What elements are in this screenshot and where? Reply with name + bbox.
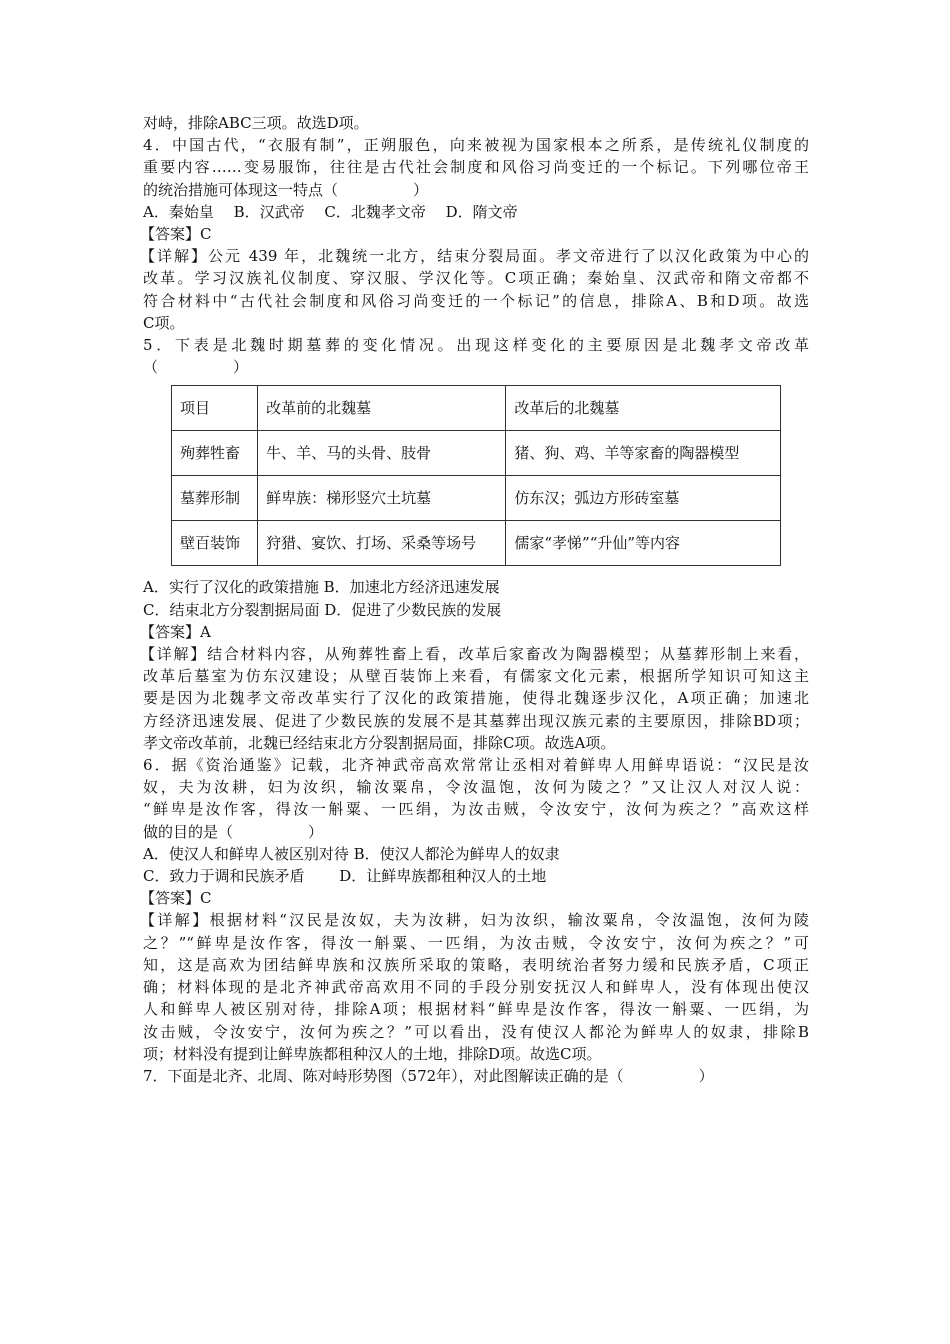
answer-label: 【答案】C bbox=[140, 889, 212, 908]
table-cell: 儒家“孝悌”“升仙”等内容 bbox=[506, 521, 781, 566]
question-options: A．实行了汉化的政策措施 B．加速北方经济迅速发展 bbox=[143, 578, 500, 597]
table-header-cell: 改革前的北魏墓 bbox=[258, 386, 506, 431]
table-header-row bbox=[172, 386, 781, 431]
question-text-line: 的统治措施可体现这一特点（ ） bbox=[143, 180, 429, 199]
text-line: 对峙，排除ABC三项。故选D项。 bbox=[143, 114, 369, 132]
table-row bbox=[172, 476, 781, 521]
question-text-line: 4．中国古代，“衣服有制”，正朔服色，向来被视为国家根本之所系，是传统礼仪制度的 bbox=[143, 136, 809, 155]
explanation-line: 符合材料中“古代社会制度和风俗习尚变迁的一个标记”的信息，排除A、B和D项。故选 bbox=[143, 291, 809, 310]
explanation-line: 【详解】结合材料内容，从殉葬牲畜上看，改革后家畜改为陶器模型；从墓葬形制上来看， bbox=[140, 645, 809, 664]
table-cell: 墓葬形制 bbox=[172, 476, 258, 521]
table-header-cell: 项目 bbox=[172, 386, 258, 431]
explanation-line: 【详解】根据材料“汉民是汝奴，夫为汝耕，妇为汝织，输汝粟帛，令汝温饱，汝何为陵 bbox=[140, 911, 809, 930]
table-cell: 壁百装饰 bbox=[172, 521, 258, 566]
question-options: C．结束北方分裂割据局面 D．促进了少数民族的发展 bbox=[143, 600, 502, 619]
explanation-line: 项；材料没有提到让鲜卑族都租种汉人的土地，排除D项。故选C项。 bbox=[143, 1044, 602, 1063]
question-text-line: 5．下表是北魏时期墓葬的变化情况。出现这样变化的主要原因是北魏孝文帝改革 bbox=[143, 336, 809, 355]
explanation-line: 孝文帝改革前，北魏已经结束北方分裂割据局面，排除C项。故选A项。 bbox=[143, 733, 616, 752]
table-cell: 仿东汉；弧边方形砖室墓 bbox=[506, 476, 781, 521]
question-text-line: “鲜卑是汝作客，得汝一斛粟、一匹绢，为汝击贼，令汝安宁，汝何为疾之？”高欢这样 bbox=[143, 800, 809, 819]
explanation-line: 【详解】公元 439 年，北魏统一北方，结束分裂局面。孝文帝进行了以汉化政策为中心的 bbox=[140, 247, 809, 266]
question-text-line: 做的目的是（ ） bbox=[143, 822, 324, 841]
question-6 bbox=[140, 754, 809, 1065]
explanation-line: 改革后墓室为仿东汉建设；从壁百装饰上来看，有儒家文化元素，根据所学知识可知这主 bbox=[143, 667, 809, 686]
question-5 bbox=[140, 334, 809, 754]
question-4 bbox=[140, 134, 809, 334]
question-text-line: （ ） bbox=[143, 358, 249, 377]
question-text-line: 6．据《资治通鉴》记载，北齐神武帝高欢常常让丞相对着鲜卑人用鲜卑语说：“汉民是汝 bbox=[143, 756, 809, 775]
burial-comparison-table bbox=[171, 385, 781, 566]
question-text-line: 奴，夫为汝耕，妇为汝织，输汝粟帛，令汝温饱，汝何为陵之？”又让汉人对汉人说： bbox=[143, 778, 809, 797]
table-cell: 鲜卑族：梯形竖穴土坑墓 bbox=[258, 476, 506, 521]
explanation-line: 要是因为北魏孝文帝改革实行了汉化的政策措施，使得北魏逐步汉化，A项正确；加速北 bbox=[143, 689, 809, 708]
explanation-line: 人和鲜卑人被区别对待，排除A项；根据材料“鲜卑是汝作客，得汝一斛粟、一匹绢，为 bbox=[143, 1000, 809, 1019]
question-7 bbox=[143, 1065, 809, 1087]
question-text-line: 重要内容……变易服饰，往往是古代社会制度和风俗习尚变迁的一个标记。下列哪位帝王 bbox=[143, 158, 809, 177]
question-options: C．致力于调和民族矛盾 D．让鲜卑族都租种汉人的土地 bbox=[143, 867, 547, 886]
answer-label: 【答案】A bbox=[140, 622, 211, 641]
question-options: A．秦始皇 B．汉武帝 C．北魏孝文帝 D．隋文帝 bbox=[143, 202, 518, 221]
explanation-line: 改革。学习汉族礼仪制度、穿汉服、学汉化等。C项正确；秦始皇、汉武帝和隋文帝都不 bbox=[143, 269, 809, 288]
question-options: A．使汉人和鲜卑人被区别对待 B．使汉人都沦为鲜卑人的奴隶 bbox=[143, 844, 560, 863]
answer-label: 【答案】C bbox=[140, 225, 212, 244]
table-row bbox=[172, 431, 781, 476]
table-cell: 狩猎、宴饮、打场、采桑等场号 bbox=[258, 521, 506, 566]
table-cell: 猪、狗、鸡、羊等家畜的陶器模型 bbox=[506, 431, 781, 476]
explanation-line: C项。 bbox=[143, 313, 185, 332]
document-page bbox=[140, 112, 809, 1087]
table-header-cell: 改革后的北魏墓 bbox=[506, 386, 781, 431]
explanation-line: 知，这是高欢为团结鲜卑族和汉族所采取的策略，表明统治者努力缓和民族矛盾，C项正 bbox=[143, 955, 809, 974]
explanation-line: 确；材料体现的是北齐神武帝高欢用不同的手段分别安抚汉人和鲜卑人，没有体现出使汉 bbox=[143, 978, 809, 997]
explanation-line: 之？”“鲜卑是汝作客，得汝一斛粟、一匹绢，为汝击贼，令汝安宁，汝何为疾之？”可 bbox=[143, 933, 809, 952]
question-text-line: 7．下面是北齐、北周、陈对峙形势图（572年），对此图解读正确的是（ ） bbox=[143, 1066, 714, 1085]
explanation-line: 汝击贼，令汝安宁，汝何为疾之？”可以看出，没有使汉人都沦为鲜卑人的奴隶，排除B bbox=[143, 1022, 809, 1041]
explanation-line: 方经济迅速发展、促进了少数民族的发展不是其墓葬出现汉族元素的主要原因，排除BD项； bbox=[143, 711, 809, 730]
table-cell: 牛、羊、马的头骨、肢骨 bbox=[258, 431, 506, 476]
table-cell: 殉葬牲畜 bbox=[172, 431, 258, 476]
table-row bbox=[172, 521, 781, 566]
